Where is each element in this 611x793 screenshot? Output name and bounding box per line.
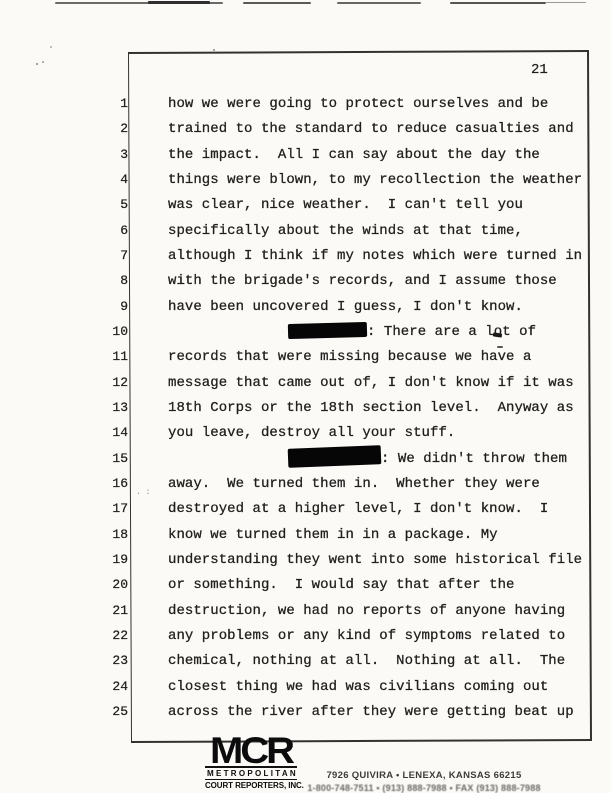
line-text: across the river after they were getting beat up — [168, 703, 574, 720]
transcript-line — [104, 648, 582, 673]
transcript-line — [104, 218, 582, 243]
transcript-body — [104, 91, 582, 724]
line-text: how we were going to protect ourselves and be — [168, 96, 549, 112]
line-number: 9 — [120, 298, 128, 314]
scan-speckle — [50, 46, 52, 48]
line-text: you leave, destroy all your stuff. — [168, 425, 456, 442]
transcript-line — [104, 395, 582, 420]
line-number: 11 — [112, 349, 128, 365]
line-text: with the brigade's records, and I assume those — [168, 273, 557, 290]
line-number: 20 — [112, 577, 128, 593]
transcript-line — [104, 699, 582, 724]
line-number: 21 — [112, 602, 128, 618]
line-number: 1 — [120, 96, 128, 111]
transcript-line — [104, 319, 582, 344]
scan-speckle — [42, 61, 44, 63]
transcript-line — [104, 192, 582, 217]
line-number: 7 — [120, 247, 128, 263]
transcript-line — [104, 294, 582, 319]
mcr-logo-acronym: MCR — [209, 730, 293, 772]
line-text: or something. I would say that after the — [168, 577, 515, 594]
line-number: 13 — [112, 399, 128, 415]
line-number: 22 — [112, 627, 128, 643]
line-text: destruction, we had no reports of anyone having — [168, 602, 566, 619]
line-number: 2 — [120, 121, 128, 137]
line-number: 25 — [112, 703, 128, 719]
line-text: specifically about the winds at that time, — [168, 222, 523, 239]
line-text: chemical, nothing at all. Nothing at all. The — [168, 653, 566, 670]
line-number: 4 — [120, 171, 128, 187]
line-text: things were blown, to my recollection the weather — [168, 171, 583, 188]
transcript-line — [104, 142, 582, 167]
line-number: 16 — [112, 475, 128, 491]
transcript-line — [104, 623, 582, 648]
line-number: 15 — [112, 450, 128, 466]
line-number: 12 — [112, 374, 128, 390]
line-number: 14 — [112, 425, 128, 441]
line-text: closest thing we had was civilians coming out — [168, 678, 549, 695]
scan-artifact-top — [450, 2, 546, 4]
line-text: have been uncovered I guess, I don't know. — [168, 298, 523, 315]
line-text: the impact. All I can say about the day the — [168, 146, 540, 163]
footer-phone: 1-800-748-7511 • (913) 888-7988 • FAX (913) 888-7988 — [307, 783, 541, 793]
transcript-line — [104, 420, 582, 445]
speaker-statement: : We didn't throw them — [381, 450, 567, 467]
line-text: understanding they went into some historical file — [168, 551, 583, 568]
footer-address: 7926 QUIVIRA • LENEXA, KANSAS 66215 — [326, 770, 522, 781]
logo-metropolitan-text: METROPOLITAN — [207, 769, 299, 778]
speaker-statement: : There are a lot of — [367, 323, 537, 340]
transcript-line — [104, 674, 582, 699]
transcript-line — [104, 572, 582, 597]
transcript-line — [104, 496, 582, 521]
line-number: 10 — [112, 323, 128, 339]
transcript-line — [104, 344, 582, 369]
scan-artifact-top — [546, 2, 586, 3]
line-number: 8 — [120, 273, 128, 289]
line-text: know we turned them in in a package. My — [168, 526, 498, 543]
line-text: message that came out of, I don't know if it was — [168, 374, 574, 391]
line-number: 5 — [120, 197, 128, 213]
logo-court-reporters-text: COURT REPORTERS, INC. — [205, 781, 304, 790]
transcript-line — [104, 547, 582, 572]
mcr-logo — [205, 730, 304, 790]
scan-artifact-top — [337, 2, 421, 4]
line-text: 18th Corps or the 18th section level. Anyway as — [168, 399, 574, 416]
footer-address-block — [288, 770, 560, 793]
page-number: 21 — [531, 62, 548, 78]
line-text — [168, 320, 536, 345]
line-text — [168, 447, 567, 472]
line-text: any problems or any kind of symptoms related to — [168, 627, 566, 644]
line-text: trained to the standard to reduce casualties and — [168, 121, 574, 138]
transcript-line — [104, 370, 582, 395]
line-number: 23 — [112, 653, 128, 669]
line-text: was clear, nice weather. I can't tell you — [168, 197, 523, 214]
transcript-line — [104, 167, 582, 192]
scan-speckle: . : — [136, 488, 151, 497]
transcript-line — [104, 471, 582, 496]
transcript-line — [104, 116, 582, 141]
transcript-line — [104, 522, 582, 547]
line-text: away. We turned them in. Whether they were — [168, 475, 540, 492]
transcript-line — [104, 268, 582, 293]
scan-artifact-top — [243, 2, 311, 4]
logo-divider — [205, 779, 297, 780]
line-text: records that were missing because we have a — [168, 349, 532, 366]
transcript-line — [104, 598, 582, 623]
transcript-line — [104, 243, 582, 268]
scan-artifact-top — [148, 1, 210, 4]
line-number: 3 — [120, 146, 128, 162]
transcript-line — [104, 91, 582, 116]
transcript-line — [104, 446, 582, 471]
line-number: 18 — [112, 526, 128, 542]
line-number: 6 — [120, 222, 128, 238]
line-number: 19 — [112, 551, 128, 567]
line-text: destroyed at a higher level, I don't know. I — [168, 501, 549, 518]
redacted-speaker-name — [288, 322, 367, 339]
scan-speckle — [36, 63, 38, 65]
redacted-speaker-name — [288, 445, 382, 468]
line-text: although I think if my notes which were turned in — [168, 247, 583, 264]
line-number: 17 — [112, 501, 128, 517]
line-number: 24 — [112, 678, 128, 694]
